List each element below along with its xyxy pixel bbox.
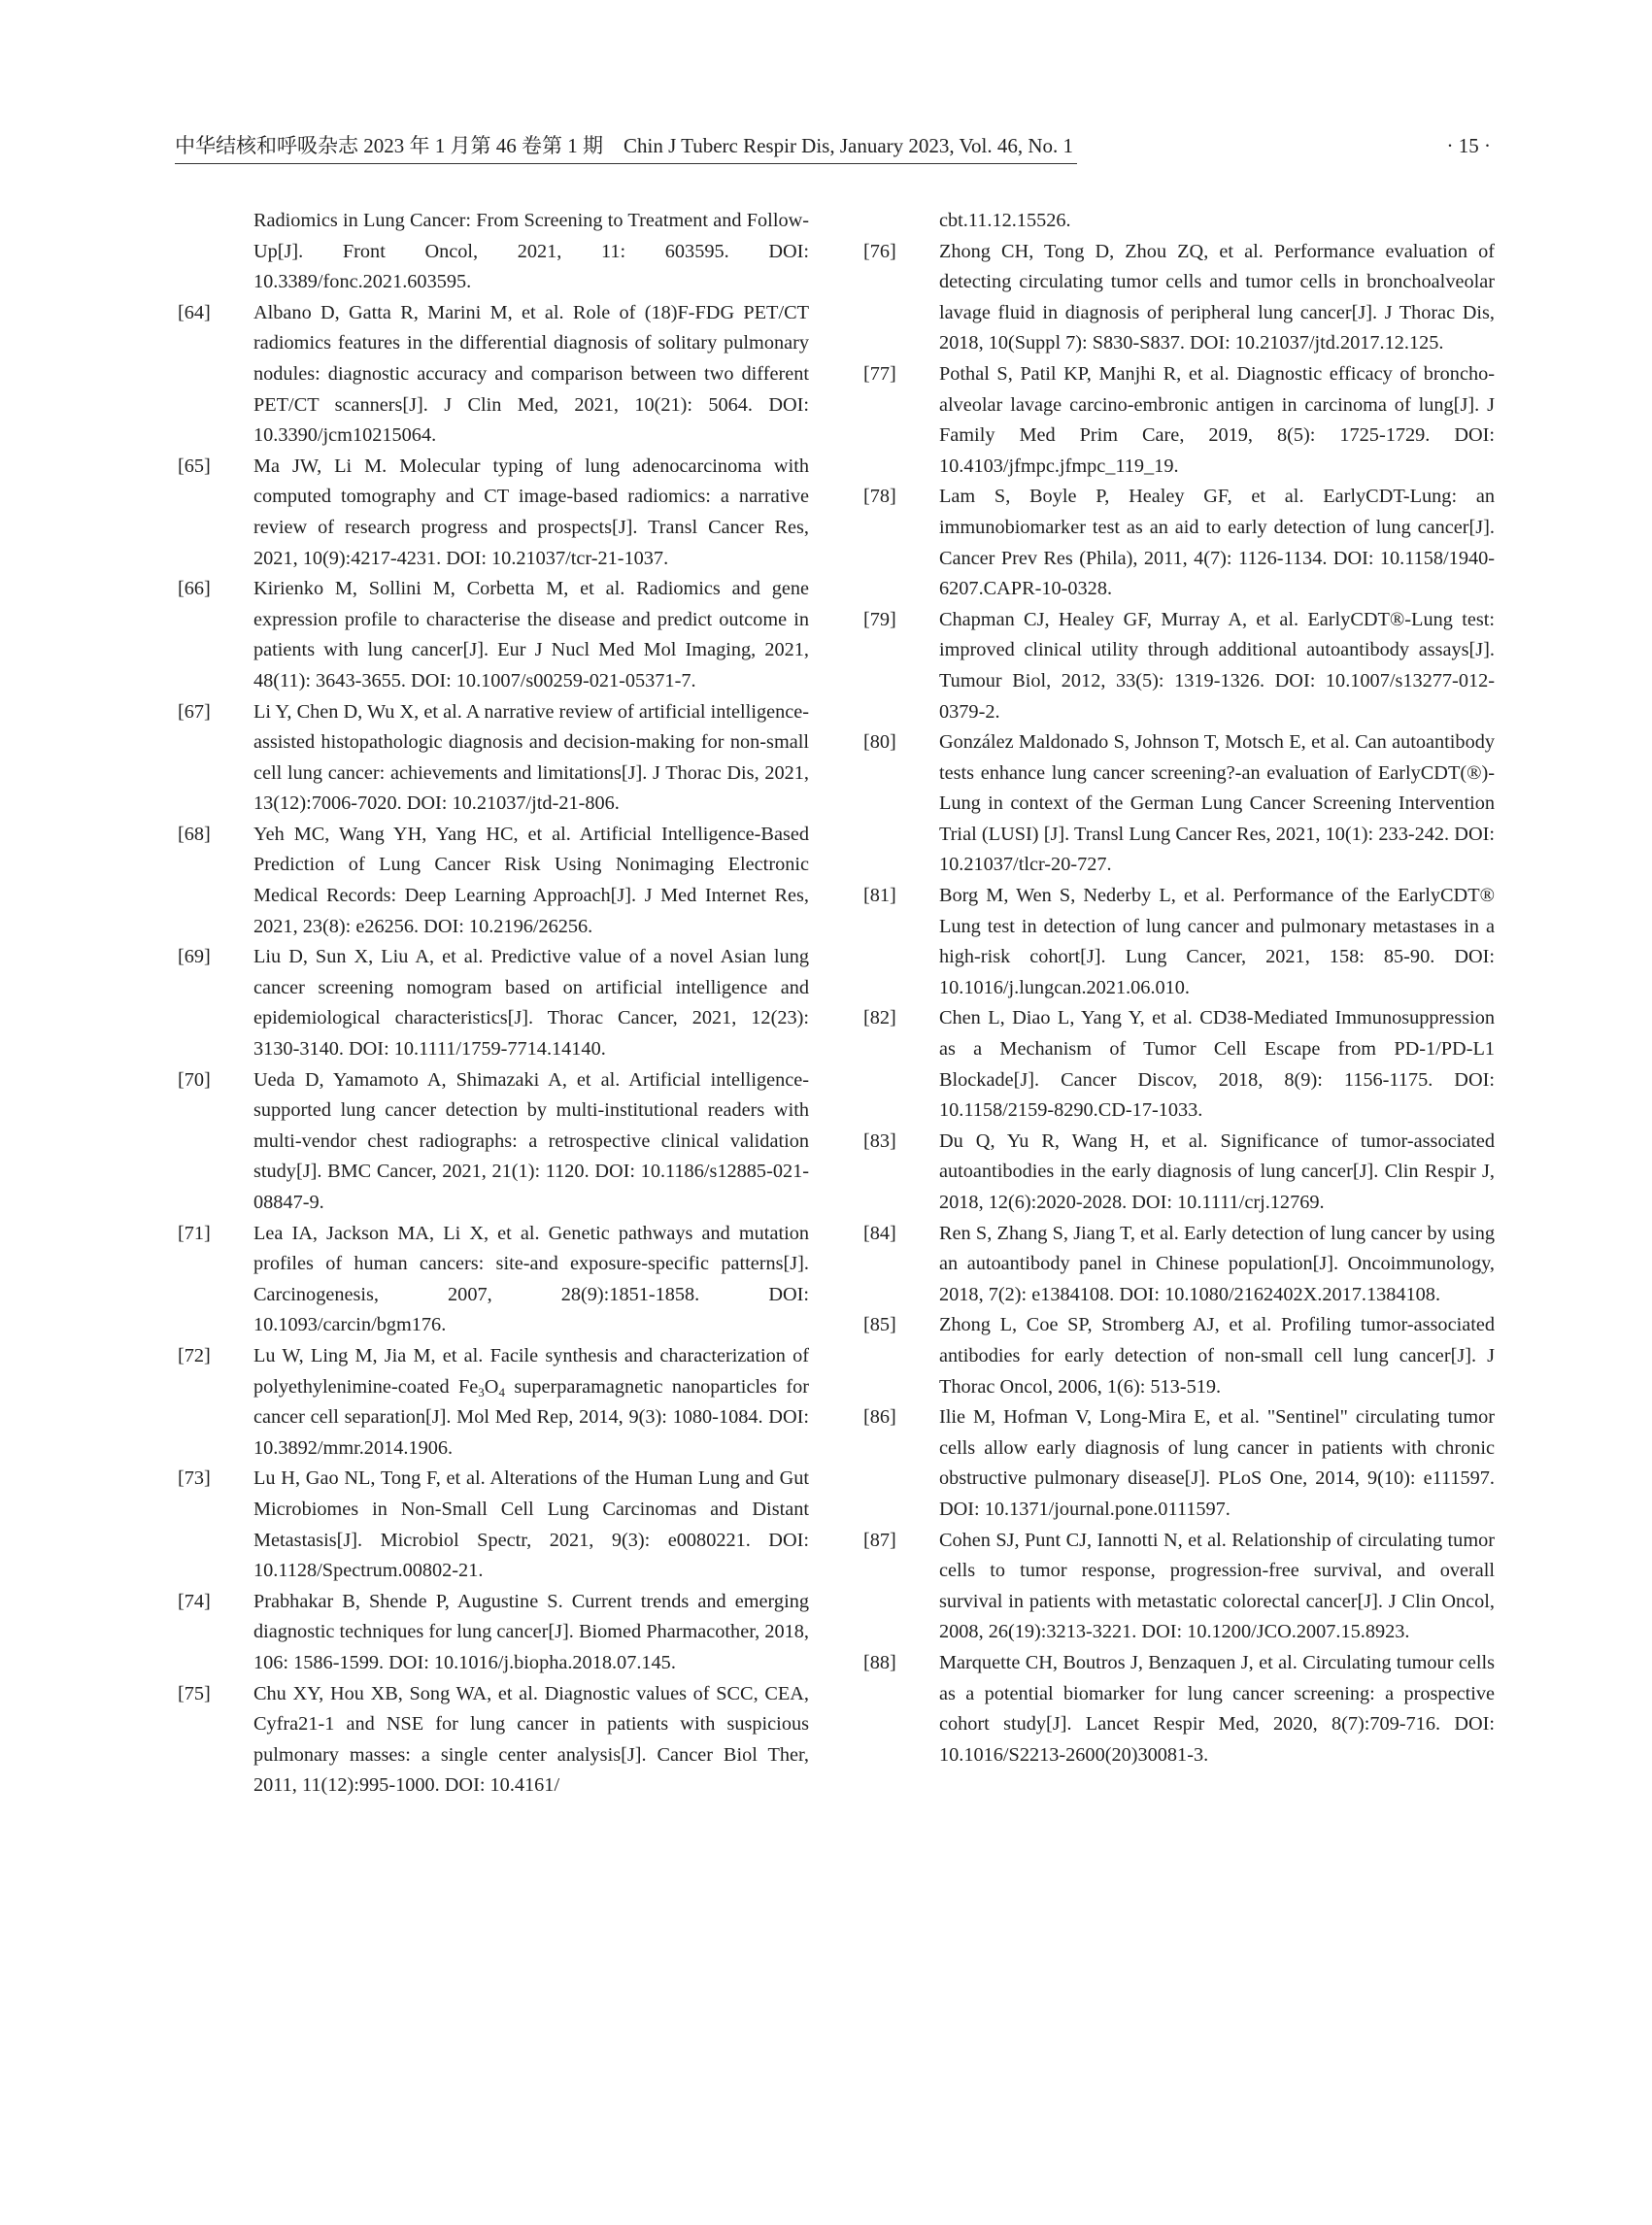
reference-entry: [178, 298, 809, 452]
reference-entry: [863, 1648, 1495, 1770]
reference-text: Lam S, Boyle P, Healey GF, et al. EarlyCDT-Lung: an immunobiomarker test as an aid to early detection of lung cancer[J]. Cancer Prev Res (Phila), 2011, 4(7): 1126-1134. DOI: 10.1158/1940-6207.CAPR-10-0328.: [939, 486, 1495, 600]
journal-header: 中华结核和呼吸杂志 2023 年 1 月第 46 卷第 1 期 Chin J Tuberc Respir Dis, January 2023, Vol. 46, No. 1: [175, 128, 1077, 164]
running-header: [175, 128, 1491, 163]
reference-number: [66]: [178, 578, 211, 600]
reference-number: [78]: [863, 486, 896, 508]
reference-text: Chu XY, Hou XB, Song WA, et al. Diagnostic values of SCC, CEA, Cyfra21-1 and NSE for lung cancer in patients with suspicious pulmonary masses: a single center analysis[J]. Cancer Biol Ther, 2011, 11(12):995-1000. DOI: 10.4161/: [253, 1682, 809, 1797]
reference-text: Lu H, Gao NL, Tong F, et al. Alterations of the Human Lung and Gut Microbiomes in Non-Small Cell Lung Carcinomas and Distant Metastasis[J]. Microbiol Spectr, 2021, 9(3): e0080221. DOI: 10.1128/Spectrum.00802-21.: [253, 1467, 809, 1582]
reference-entry: [863, 881, 1495, 1003]
reference-entry: [178, 1341, 809, 1464]
reference-text: Prabhakar B, Shende P, Augustine S. Current trends and emerging diagnostic techniques for lung cancer[J]. Biomed Pharmacother, 2018, 106: 1586-1599. DOI: 10.1016/j.biopha.2018.07.145.: [253, 1590, 809, 1673]
reference-number: [71]: [178, 1222, 211, 1244]
subscript: 3: [478, 1384, 485, 1399]
reference-text: Du Q, Yu R, Wang H, et al. Significance of tumor-associated autoantibodies in the early diagnosis of lung cancer[J]. Clin Respir J, 2018, 12(6):2020-2028. DOI: 10.1111/crj.12769.: [939, 1129, 1495, 1213]
page-number: · 15 ·: [1446, 134, 1491, 157]
reference-text: Cohen SJ, Punt CJ, Iannotti N, et al. Relationship of circulating tumor cells to tumor response, progression-free survival, and overall survival in patients with metastatic colorectal cancer[J]. J Clin Oncol, 2008, 26(19):3213-3221. DOI: 10.1200/JCO.2007.15.8923.: [939, 1529, 1495, 1643]
reference-entry: [863, 605, 1495, 727]
reference-number: [75]: [178, 1682, 211, 1704]
reference-number: [83]: [863, 1129, 896, 1152]
reference-text: Radiomics in Lung Cancer: From Screening to Treatment and Follow-Up[J]. Front Oncol, 2021, 11: 603595. DOI: 10.3389/fonc.2021.603595.: [253, 210, 809, 293]
reference-entry: [863, 237, 1495, 359]
reference-number: [73]: [178, 1467, 211, 1490]
reference-text: Ueda D, Yamamoto A, Shimazaki A, et al. Artificial intelligence-supported lung cancer detection by multi-institutional readers with multi-vendor chest radiographs: a retrospective clinical validation study[J]. BMC Cancer, 2021, 21(1): 1120. DOI: 10.1186/s12885-021-08847-9.: [253, 1068, 809, 1213]
reference-entry: [178, 206, 809, 298]
reference-entry: [178, 697, 809, 820]
reference-entry: [178, 1065, 809, 1219]
reference-number: [69]: [178, 946, 211, 968]
reference-number: [72]: [178, 1344, 211, 1366]
reference-text: cbt.11.12.15526.: [939, 210, 1071, 231]
reference-text-part: O: [484, 1375, 499, 1398]
reference-text: Chen L, Diao L, Yang Y, et al. CD38-Mediated Immunosuppression as a Mechanism of Tumor Cell Escape from PD-1/PD-L1 Blockade[J]. Cancer Discov, 2018, 8(9): 1156-1175. DOI: 10.1158/2159-8290.CD-17-1033.: [939, 1007, 1495, 1122]
reference-entry: [178, 1464, 809, 1586]
reference-text: Lea IA, Jackson MA, Li X, et al. Genetic pathways and mutation profiles of human cancers: site-and exposure-specific patterns[J]. Carcinogenesis, 2007, 28(9):1851-1858. DOI: 10.1093/carcin/bgm176.: [253, 1222, 809, 1336]
reference-entry: [863, 482, 1495, 604]
reference-text: Marquette CH, Boutros J, Benzaquen J, et al. Circulating tumour cells as a potential biomarker for lung cancer screening: a prospective cohort study[J]. Lancet Respir Med, 2020, 8(7):709-716. DOI: 10.1016/S2213-2600(20)30081-3.: [939, 1651, 1495, 1766]
reference-entry: [178, 1219, 809, 1341]
reference-text: Zhong CH, Tong D, Zhou ZQ, et al. Performance evaluation of detecting circulating tumor cells and tumor cells in bronchoalveolar lavage fluid in diagnosis of peripheral lung cancer[J]. J Thorac Dis, 2018, 10(Suppl 7): S830-S837. DOI: 10.21037/jtd.2017.12.125.: [939, 240, 1495, 354]
reference-entry: [863, 727, 1495, 881]
reference-number: [76]: [863, 240, 896, 262]
reference-number: [79]: [863, 608, 896, 630]
reference-text-part: superparamagnetic nanoparticles for cancer cell separation[J]. Mol Med Rep, 2014, 9(3): 1080-1084. DOI: 10.3892/mmr.2014.1906.: [253, 1375, 810, 1459]
reference-text: Kirienko M, Sollini M, Corbetta M, et al. Radiomics and gene expression profile to characterise the disease and predict outcome in patients with lung cancer[J]. Eur J Nucl Med Mol Imaging, 2021, 48(11): 3643-3655. DOI: 10.1007/s00259-021-05371-7.: [253, 578, 809, 691]
reference-number: [84]: [863, 1222, 896, 1244]
reference-entry: [863, 359, 1495, 482]
reference-number: [80]: [863, 731, 896, 754]
reference-text: Zhong L, Coe SP, Stromberg AJ, et al. Profiling tumor-associated antibodies for early detection of non-small cell lung cancer[J]. J Thorac Oncol, 2006, 1(6): 513-519.: [939, 1314, 1495, 1398]
reference-entry: [863, 1003, 1495, 1126]
reference-number: [70]: [178, 1068, 211, 1091]
reference-number: [67]: [178, 700, 211, 723]
reference-number: [87]: [863, 1529, 896, 1551]
reference-text: Borg M, Wen S, Nederby L, et al. Performance of the EarlyCDT® Lung test in detection of lung cancer and pulmonary metastases in a high-risk cohort[J]. Lung Cancer, 2021, 158: 85-90. DOI: 10.1016/j.lungcan.2021.06.010.: [939, 885, 1495, 998]
subscript: 4: [498, 1384, 505, 1399]
reference-entry: [863, 206, 1495, 237]
reference-number: [85]: [863, 1314, 896, 1336]
left-column: [178, 206, 809, 1802]
reference-text: Yeh MC, Wang YH, Yang HC, et al. Artificial Intelligence-Based Prediction of Lung Cancer Risk Using Nonimaging Electronic Medical Records: Deep Learning Approach[J]. J Med Internet Res, 2021, 23(8): e26256. DOI: 10.2196/26256.: [253, 823, 809, 937]
reference-entry: [863, 1219, 1495, 1311]
right-column: [863, 206, 1495, 1770]
reference-text: Ma JW, Li M. Molecular typing of lung adenocarcinoma with computed tomography and CT image-based radiomics: a narrative review of research progress and prospects[J]. Transl Cancer Res, 2021, 10(9):4217-4231. DOI: 10.21037/tcr-21-1037.: [253, 455, 809, 569]
reference-number: [74]: [178, 1590, 211, 1612]
reference-number: [77]: [863, 362, 896, 385]
reference-text: Albano D, Gatta R, Marini M, et al. Role of (18)F-FDG PET/CT radiomics features in the differential diagnosis of solitary pulmonary nodules: diagnostic accuracy and comparison between two different PET/CT scanners[J]. J Clin Med, 2021, 10(21): 5064. DOI: 10.3390/jcm10215064.: [253, 301, 809, 447]
reference-text: Ren S, Zhang S, Jiang T, et al. Early detection of lung cancer by using an autoantibody panel in Chinese population[J]. Oncoimmunology, 2018, 7(2): e1384108. DOI: 10.1080/2162402X.2017.1384108.: [939, 1222, 1495, 1305]
reference-entry: [178, 820, 809, 942]
reference-text: [253, 1341, 809, 1464]
reference-number: [64]: [178, 301, 211, 323]
reference-entry: [178, 574, 809, 696]
reference-text: Chapman CJ, Healey GF, Murray A, et al. EarlyCDT®-Lung test: improved clinical utility through additional autoantibody assays[J]. Tumour Biol, 2012, 33(5): 1319-1326. DOI: 10.1007/s13277-012-0379-2.: [939, 608, 1495, 723]
reference-entry: [863, 1402, 1495, 1525]
reference-text: González Maldonado S, Johnson T, Motsch E, et al. Can autoantibody tests enhance lung cancer screening?-an evaluation of EarlyCDT(®)-Lung in context of the German Lung Cancer Screening Intervention Trial (LUSI) [J]. Transl Lung Cancer Res, 2021, 10(1): 233-242. DOI: 10.21037/tlcr-20-727.: [939, 731, 1495, 876]
reference-number: [65]: [178, 455, 211, 477]
reference-entry: [178, 1679, 809, 1802]
reference-text: Liu D, Sun X, Liu A, et al. Predictive value of a novel Asian lung cancer screening nomogram based on artificial intelligence and epidemiological characteristics[J]. Thorac Cancer, 2021, 12(23): 3130-3140. DOI: 10.1111/1759-7714.14140.: [253, 946, 809, 1061]
reference-text: Li Y, Chen D, Wu X, et al. A narrative review of artificial intelligence-assisted histopathologic diagnosis and decision-making for non-small cell lung cancer: achievements and limitations[J]. J Thorac Dis, 2021, 13(12):7006-7020. DOI: 10.21037/jtd-21-806.: [253, 700, 809, 815]
reference-text: Pothal S, Patil KP, Manjhi R, et al. Diagnostic efficacy of broncho-alveolar lavage carcino-embronic antigen in carcinoma of lung[J]. J Family Med Prim Care, 2019, 8(5): 1725-1729. DOI: 10.4103/jfmpc.jfmpc_119_19.: [939, 362, 1495, 477]
reference-entry: [863, 1526, 1495, 1648]
reference-entry: [178, 942, 809, 1064]
reference-number: [68]: [178, 823, 211, 845]
reference-text: Ilie M, Hofman V, Long-Mira E, et al. "Sentinel" circulating tumor cells allow early diagnosis of lung cancer in patients with chronic obstructive pulmonary disease[J]. PLoS One, 2014, 9(10): e111597. DOI: 10.1371/journal.pone.0111597.: [939, 1406, 1495, 1520]
reference-entry: [178, 1587, 809, 1679]
reference-number: [88]: [863, 1651, 896, 1673]
reference-text-part: Lu W, Ling M, Jia M, et al. Facile synthesis and characterization of polyethylenimine-coated Fe: [253, 1344, 809, 1398]
reference-entry: [863, 1310, 1495, 1402]
reference-number: [86]: [863, 1406, 896, 1429]
reference-number: [81]: [863, 885, 896, 907]
reference-entry: [863, 1127, 1495, 1219]
reference-number: [82]: [863, 1007, 896, 1029]
reference-entry: [178, 452, 809, 574]
